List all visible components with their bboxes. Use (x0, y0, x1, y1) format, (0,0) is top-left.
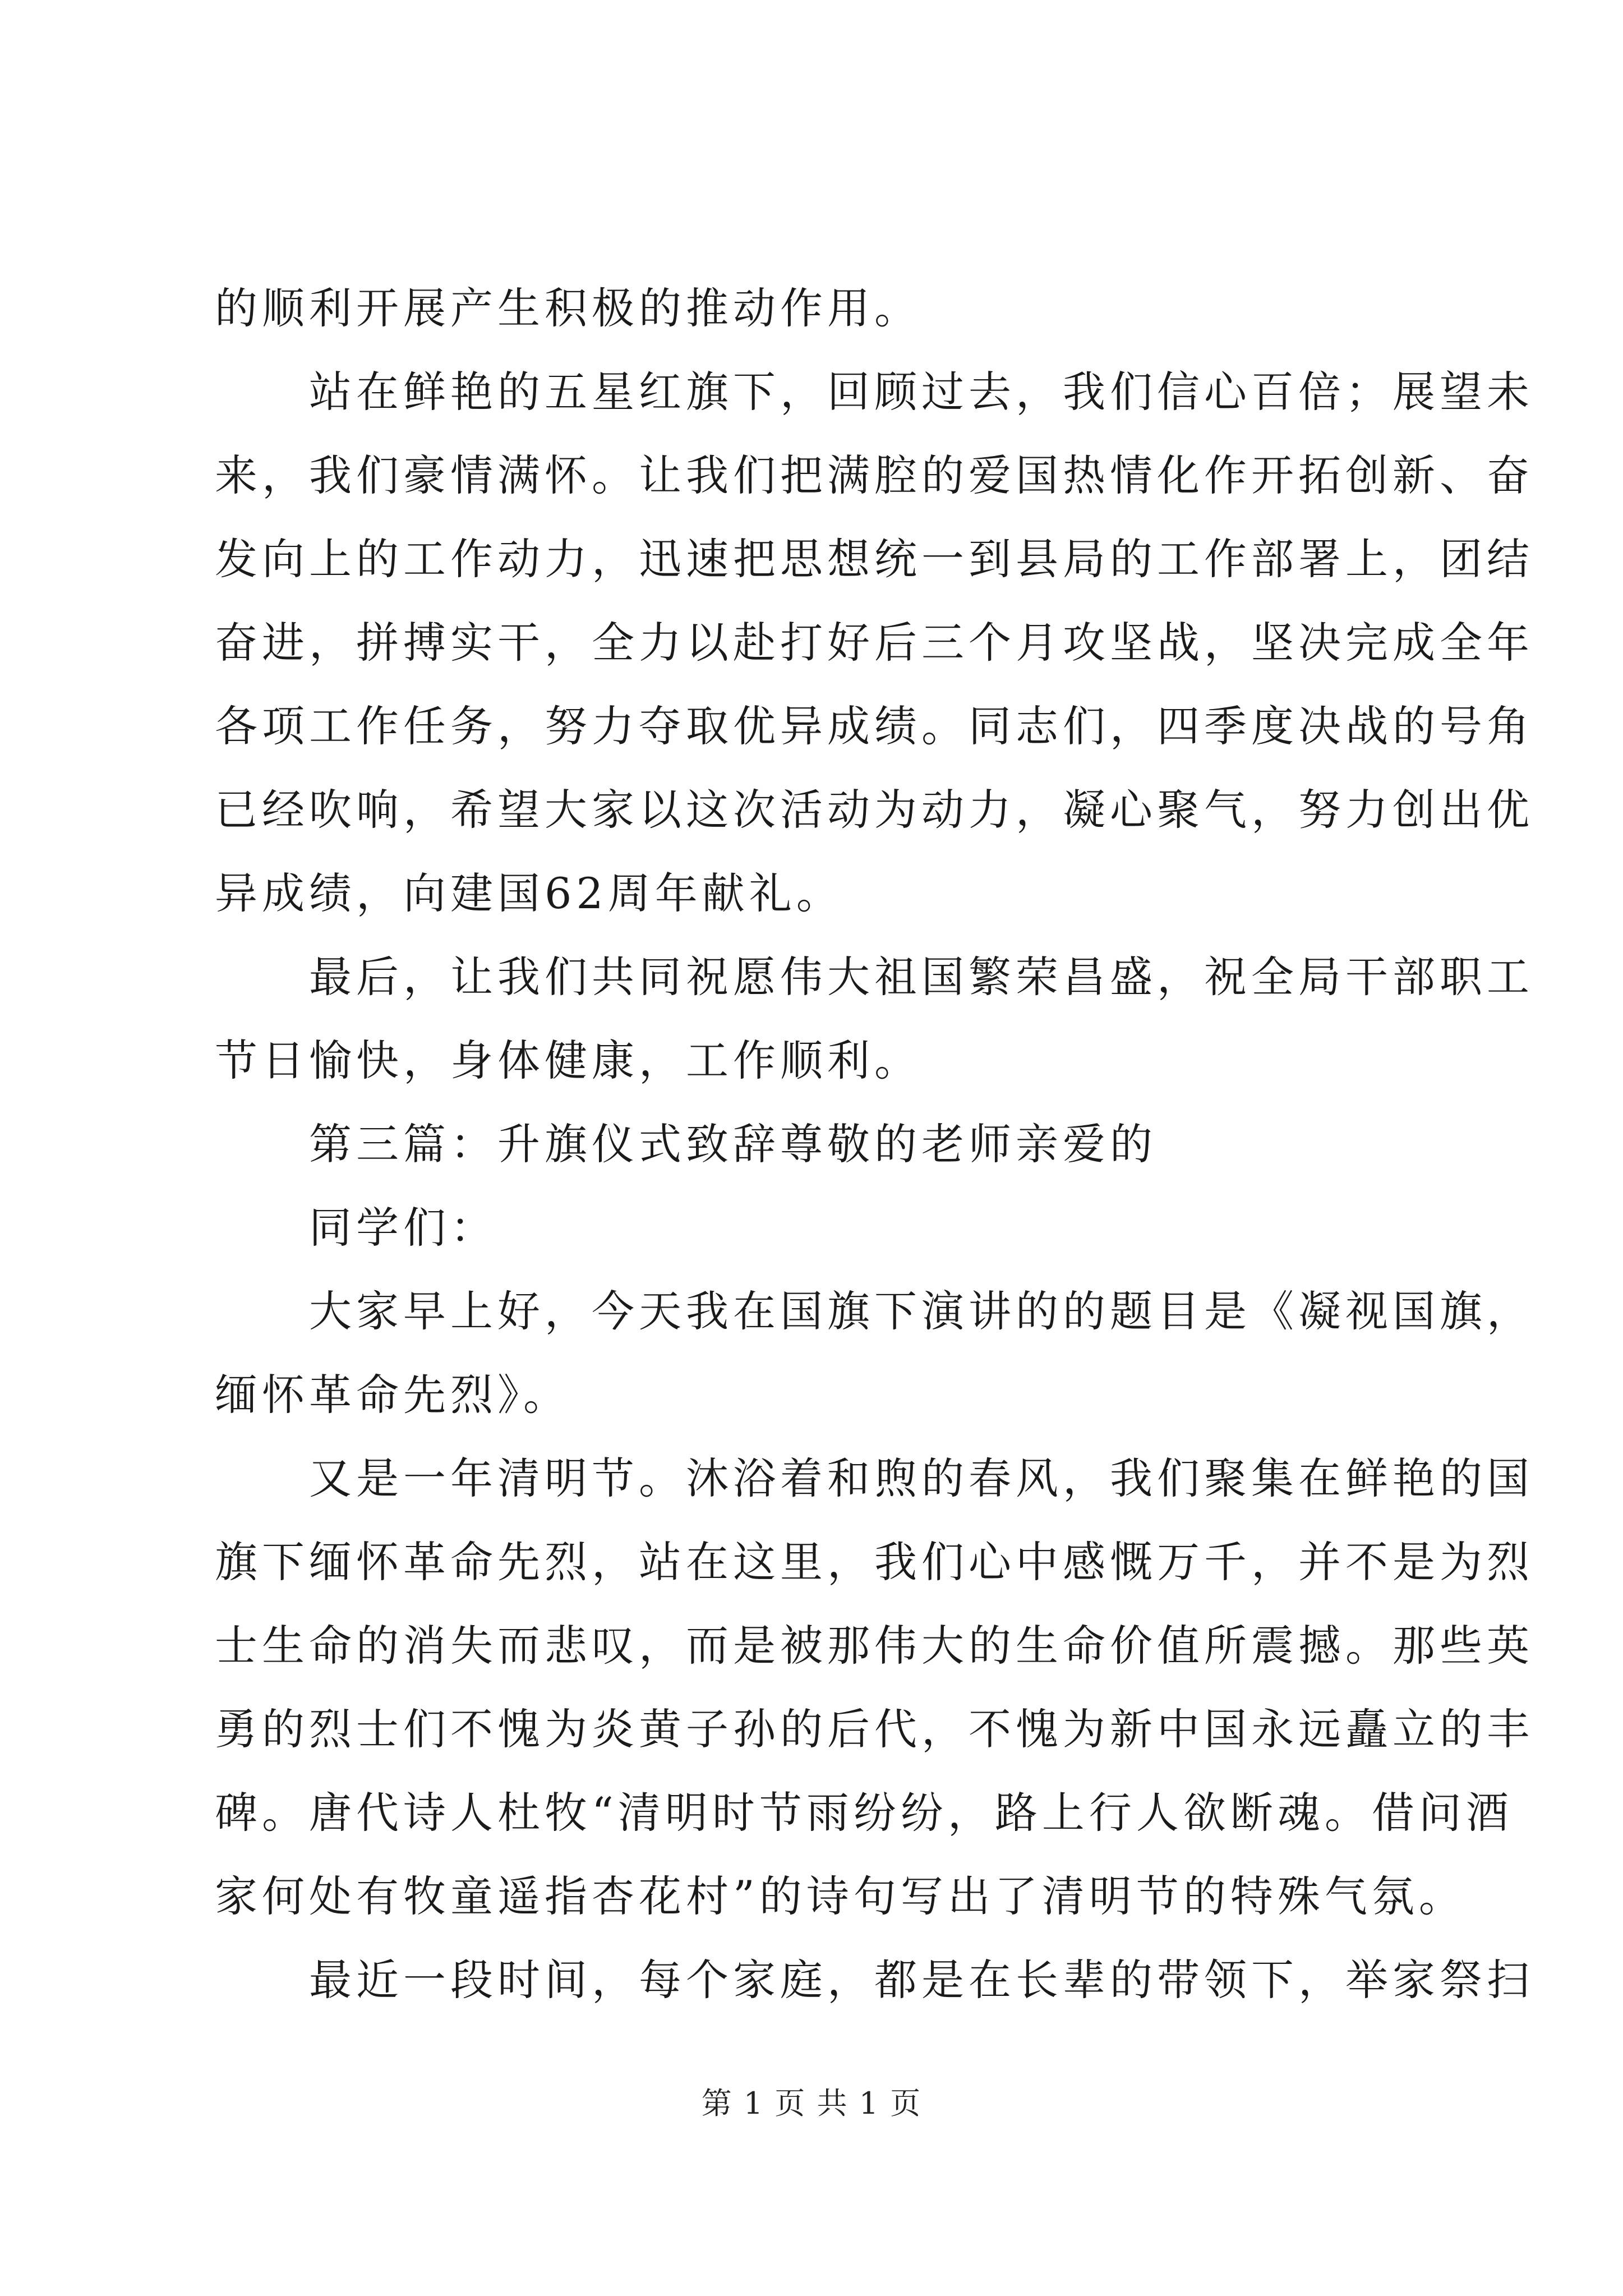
text-line: 的顺利开展产生积极的推动作用。 (215, 283, 921, 333)
text-line: 旗下缅怀革命先烈，站在这里，我们心中感慨万千，并不是为烈 (215, 1537, 1534, 1587)
text-line: 最近一段时间，每个家庭，都是在长辈的带领下，举家祭扫 (309, 1955, 1534, 2005)
page-footer: 第 1 页 共 1 页 (701, 2086, 922, 2121)
text-line: 大家早上好，今天我在国旗下演讲的的题目是《凝视国旗， (309, 1286, 1534, 1336)
text-line: 最后，让我们共同祝愿伟大祖国繁荣昌盛，祝全局干部职工 (309, 952, 1534, 1002)
section-heading: 第三篇：升旗仪式致辞尊敬的老师亲爱的 (309, 1119, 1157, 1169)
text-line: 节日愉快，身体健康，工作顺利。 (215, 1036, 921, 1085)
text-line: 家何处有牧童遥指杏花村”的诗句写出了清明节的特殊气氛。 (215, 1871, 1466, 1921)
text-line: 奋进，拼搏实干，全力以赴打好后三个月攻坚战，坚决完成全年 (215, 618, 1534, 668)
text-line: 又是一年清明节。沐浴着和煦的春风，我们聚集在鲜艳的国 (309, 1453, 1534, 1503)
text-line: 勇的烈士们不愧为炎黄子孙的后代，不愧为新中国永远矗立的丰 (215, 1704, 1534, 1754)
text-line: 异成绩，向建国62周年献礼。 (215, 868, 843, 918)
text-line: 士生命的消失而悲叹，而是被那伟大的生命价值所震撼。那些英 (215, 1621, 1534, 1671)
text-line: 发向上的工作动力，迅速把思想统一到县局的工作部署上，团结 (215, 534, 1534, 584)
salutation: 同学们： (309, 1203, 497, 1253)
text-line: 碑。唐代诗人杜牧“清明时节雨纷纷，路上行人欲断魂。借问酒 (215, 1788, 1513, 1838)
text-line: 已经吹响，希望大家以这次活动为动力，凝心聚气，努力创出优 (215, 785, 1534, 835)
text-line: 来，我们豪情满怀。让我们把满腔的爱国热情化作开拓创新、奋 (215, 450, 1534, 500)
text-line: 站在鲜艳的五星红旗下，回顾过去，我们信心百倍；展望未 (309, 367, 1534, 417)
document-body (215, 266, 1534, 2022)
text-line: 各项工作任务，努力夺取优异成绩。同志们，四季度决战的号角 (215, 701, 1534, 751)
text-line: 缅怀革命先烈》。 (215, 1370, 570, 1420)
